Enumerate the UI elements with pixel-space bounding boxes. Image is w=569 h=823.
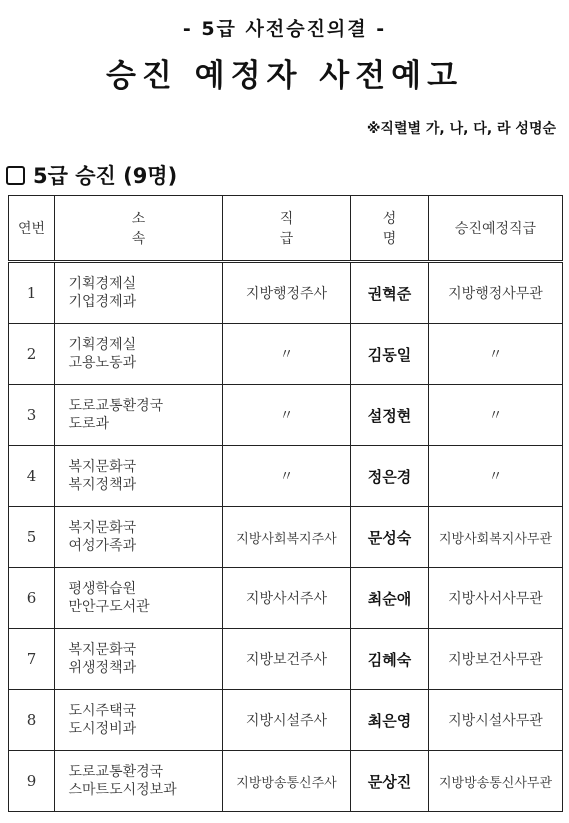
section-label: 5급 승진 (9명)	[33, 164, 178, 188]
affiliation-bureau: 복지문화국	[68, 520, 137, 536]
table-row	[9, 629, 563, 690]
row-current-grade: 지방시설주사	[223, 690, 351, 751]
table-row	[9, 324, 563, 385]
row-number: 3	[9, 385, 55, 446]
table-row	[9, 446, 563, 507]
row-current-grade: 지방보건주사	[223, 629, 351, 690]
checkbox-square-icon	[6, 166, 25, 185]
row-person-name: 정은경	[351, 446, 429, 507]
table-row	[9, 568, 563, 629]
affiliation-division: 여성가족과	[68, 538, 137, 554]
row-target-grade: 지방사서사무관	[429, 568, 563, 629]
table-row	[9, 385, 563, 446]
row-number: 7	[9, 629, 55, 690]
row-person-name: 김동일	[351, 324, 429, 385]
row-person-name: 최은영	[351, 690, 429, 751]
row-affiliation	[55, 751, 223, 812]
affiliation-division: 기업경제과	[68, 294, 137, 310]
row-person-name: 설정현	[351, 385, 429, 446]
row-current-grade: 지방행정주사	[223, 262, 351, 324]
row-current-grade: 지방사회복지주사	[223, 507, 351, 568]
affiliation-bureau: 기획경제실	[68, 276, 137, 292]
row-number: 6	[9, 568, 55, 629]
row-person-name: 최순애	[351, 568, 429, 629]
row-target-grade: 지방방송통신사무관	[429, 751, 563, 812]
row-number: 5	[9, 507, 55, 568]
row-number: 2	[9, 324, 55, 385]
row-target-grade: 지방사회복지사무관	[429, 507, 563, 568]
row-target-grade: 〃	[429, 446, 563, 507]
affiliation-bureau: 도시주택국	[68, 703, 137, 719]
row-person-name: 김혜숙	[351, 629, 429, 690]
column-header-grade: 직 급	[223, 196, 351, 262]
row-number: 1	[9, 262, 55, 324]
row-person-name: 문상진	[351, 751, 429, 812]
row-number: 9	[9, 751, 55, 812]
table-row	[9, 507, 563, 568]
affiliation-division: 복지정책과	[68, 477, 137, 493]
affiliation-division: 고용노동과	[68, 355, 137, 371]
column-header-target-grade: 승진예정직급	[429, 196, 563, 262]
row-number: 4	[9, 446, 55, 507]
row-current-grade: 〃	[223, 385, 351, 446]
table-row	[9, 690, 563, 751]
row-affiliation	[55, 446, 223, 507]
table-row	[9, 751, 563, 812]
column-header-no: 연번	[9, 196, 55, 262]
column-header-affiliation: 소 속	[55, 196, 223, 262]
affiliation-bureau: 복지문화국	[68, 642, 137, 658]
affiliation-bureau: 도로교통환경국	[68, 764, 164, 780]
row-person-name: 문성숙	[351, 507, 429, 568]
affiliation-division: 도로과	[68, 416, 110, 432]
row-affiliation	[55, 690, 223, 751]
document-subtitle: - 5급 사전승진의결 -	[182, 18, 387, 40]
section-heading	[6, 160, 177, 190]
row-affiliation	[55, 385, 223, 446]
row-target-grade: 〃	[429, 324, 563, 385]
row-current-grade: 〃	[223, 446, 351, 507]
affiliation-bureau: 도로교통환경국	[68, 398, 164, 414]
row-target-grade: 지방행정사무관	[429, 262, 563, 324]
row-current-grade: 〃	[223, 324, 351, 385]
affiliation-division: 위생정책과	[68, 660, 137, 676]
row-affiliation	[55, 568, 223, 629]
row-target-grade: 〃	[429, 385, 563, 446]
row-current-grade: 지방방송통신주사	[223, 751, 351, 812]
affiliation-division: 만안구도서관	[68, 599, 150, 615]
promotion-table	[8, 195, 563, 812]
table-header-row	[9, 196, 563, 262]
affiliation-bureau: 기획경제실	[68, 337, 137, 353]
row-affiliation	[55, 262, 223, 324]
row-target-grade: 지방시설사무관	[429, 690, 563, 751]
affiliation-division: 도시정비과	[68, 721, 137, 737]
row-number: 8	[9, 690, 55, 751]
column-header-name: 성 명	[351, 196, 429, 262]
sort-note: ※직렬별 가, 나, 다, 라 성명순	[366, 121, 556, 137]
document-title: 승진 예정자 사전예고	[105, 58, 464, 94]
affiliation-division: 스마트도시정보과	[68, 782, 177, 798]
row-person-name: 권혁준	[351, 262, 429, 324]
row-current-grade: 지방사서주사	[223, 568, 351, 629]
affiliation-bureau: 복지문화국	[68, 459, 137, 475]
row-target-grade: 지방보건사무관	[429, 629, 563, 690]
affiliation-bureau: 평생학습원	[68, 581, 137, 597]
row-affiliation	[55, 324, 223, 385]
row-affiliation	[55, 507, 223, 568]
row-affiliation	[55, 629, 223, 690]
table-row	[9, 262, 563, 324]
